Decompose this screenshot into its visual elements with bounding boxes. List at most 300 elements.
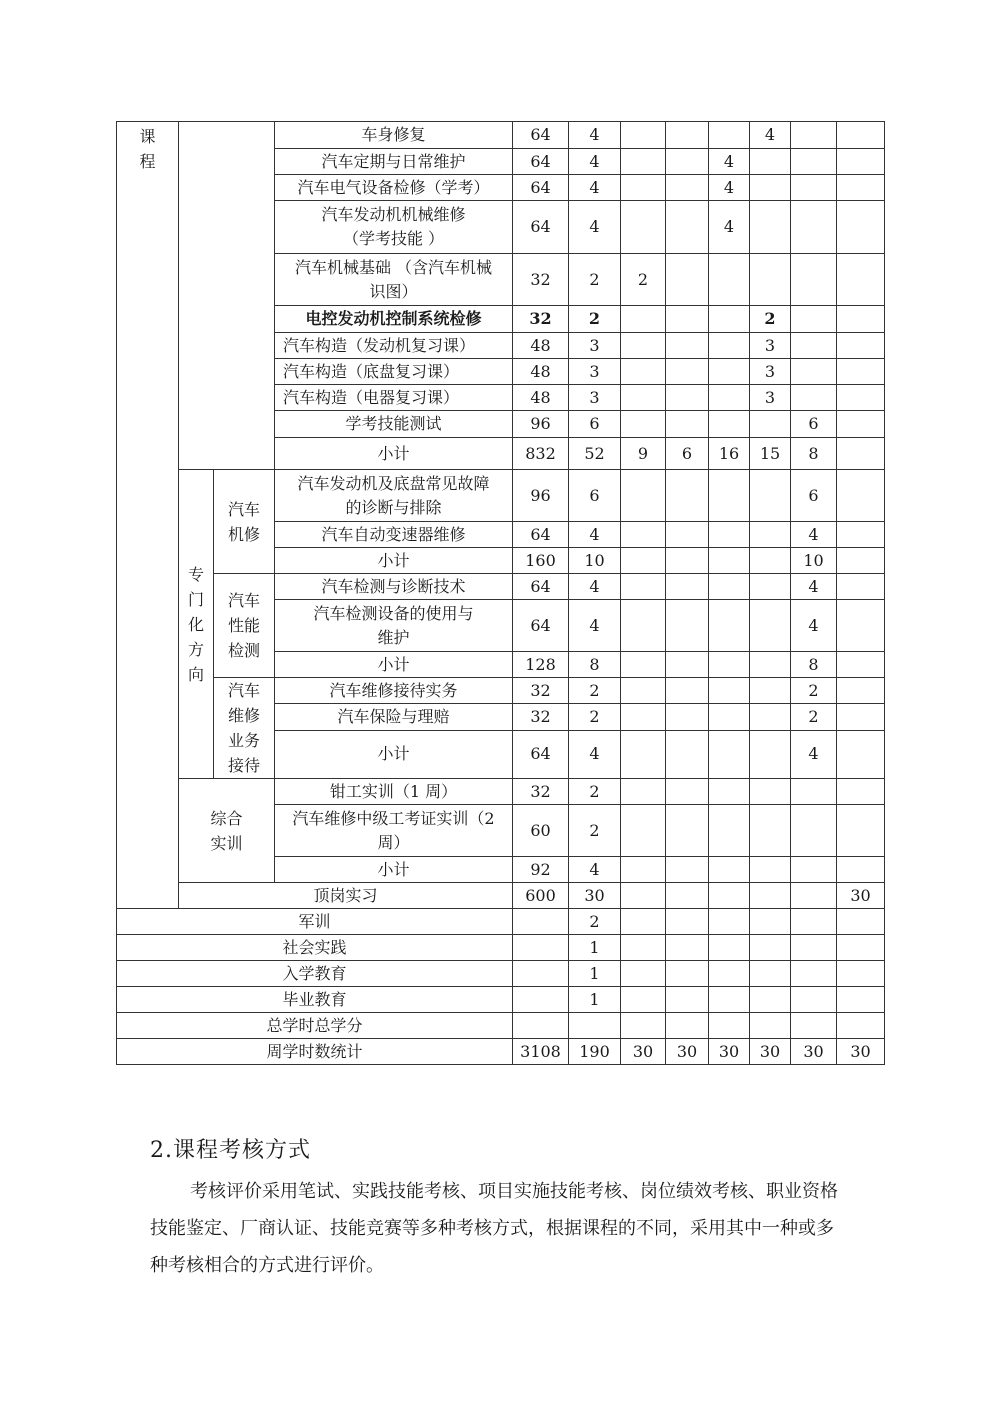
value-cell-t1: [621, 470, 666, 522]
vertical-label-char: 课: [139, 127, 156, 146]
value-cell-t3: [709, 385, 750, 411]
value-cell-t2: [666, 411, 709, 438]
value-cell-t6: [837, 935, 885, 961]
value-cell-hours: 60: [513, 805, 569, 857]
course-name: 钳工实训（1 周）: [329, 781, 458, 801]
course-name-cell: [179, 883, 513, 909]
value-cell-t1: [621, 652, 666, 678]
value-cell-t5: [791, 1013, 837, 1039]
value-cell-t5: [791, 857, 837, 883]
value-cell-t2: [666, 548, 709, 574]
value-cell-t6: 30: [837, 1039, 885, 1065]
value-cell-t5: [791, 779, 837, 805]
value-cell-t4: [750, 149, 791, 175]
value-cell-t3: [709, 678, 750, 704]
value-cell-t5: [791, 175, 837, 201]
value-cell-t6: [837, 438, 885, 470]
course-name-cell: [275, 411, 513, 438]
value-cell-hours: [513, 935, 569, 961]
value-cell-t3: [709, 730, 750, 779]
value-cell-t4: 2: [750, 306, 791, 333]
value-cell-t6: [837, 548, 885, 574]
value-cell-t1: [621, 730, 666, 779]
course-name-line2: 识图）: [369, 281, 418, 301]
value-cell-t4: [750, 201, 791, 254]
value-cell-hours: 96: [513, 470, 569, 522]
value-cell-credits: 2: [569, 254, 621, 306]
value-cell-t4: [750, 987, 791, 1013]
value-cell-t6: [837, 306, 885, 333]
course-name: 顶岗实习: [313, 885, 378, 905]
value-cell-t3: [709, 987, 750, 1013]
course-name: 汽车发动机机械维修: [321, 205, 466, 224]
value-cell-hours: 160: [513, 548, 569, 574]
value-cell-t3: [709, 935, 750, 961]
value-cell-t1: [621, 522, 666, 548]
value-cell-credits: 190: [569, 1039, 621, 1065]
value-cell-t1: [621, 359, 666, 385]
value-cell-t3: 4: [709, 149, 750, 175]
value-cell-t2: [666, 522, 709, 548]
course-name-cell: [275, 470, 513, 522]
course-name: 汽车构造（发动机复习课）: [283, 335, 476, 355]
section-heading: 2.课程考核方式: [150, 1138, 311, 1163]
value-cell-t4: 30: [750, 1039, 791, 1065]
value-cell-hours: 600: [513, 883, 569, 909]
course-name: 汽车发动机及底盘常见故障: [297, 473, 490, 493]
value-cell-credits: 2: [569, 678, 621, 704]
vertical-label-char: 方: [187, 639, 204, 659]
value-cell-t5: [791, 805, 837, 857]
value-cell-hours: [513, 961, 569, 987]
value-cell-hours: 32: [513, 254, 569, 306]
course-name-cell: [275, 333, 513, 359]
value-cell-hours: [513, 909, 569, 935]
table-row: [117, 122, 885, 149]
value-cell-t2: [666, 201, 709, 254]
value-cell-t2: [666, 470, 709, 522]
value-cell-credits: 8: [569, 652, 621, 678]
value-cell-t2: [666, 149, 709, 175]
value-cell-t5: [791, 359, 837, 385]
value-cell-t6: [837, 175, 885, 201]
value-cell-hours: 32: [513, 678, 569, 704]
course-name: 汽车维修中级工考证实训（2: [292, 808, 495, 828]
value-cell-t2: [666, 857, 709, 883]
value-cell-t2: [666, 306, 709, 333]
value-cell-t2: [666, 1013, 709, 1039]
course-name-cell: [117, 961, 513, 987]
value-cell-t5: [791, 909, 837, 935]
value-cell-t4: 3: [750, 385, 791, 411]
course-name: 汽车检测与诊断技术: [321, 576, 466, 596]
value-cell-t2: [666, 961, 709, 987]
course-name-cell: [275, 522, 513, 548]
value-cell-credits: 4: [569, 522, 621, 548]
course-name: 汽车保险与理赔: [337, 706, 450, 726]
value-cell-t2: [666, 678, 709, 704]
value-cell-t6: [837, 333, 885, 359]
value-cell-t4: [750, 730, 791, 779]
value-cell-t1: [621, 411, 666, 438]
course-name: 军训: [298, 911, 331, 931]
value-cell-t4: [750, 522, 791, 548]
vertical-label-char: 维修: [227, 706, 260, 725]
course-name: 社会实践: [282, 937, 347, 957]
table-row: [117, 779, 885, 805]
value-cell-t2: [666, 122, 709, 149]
course-name: 小计: [377, 744, 410, 764]
vertical-label-char: 机修: [227, 524, 260, 544]
course-name: 汽车检测设备的使用与: [313, 603, 474, 623]
course-name: 汽车定期与日常维护: [321, 151, 466, 171]
value-cell-t4: [750, 470, 791, 522]
course-name-cell: [275, 122, 513, 149]
value-cell-t6: [837, 522, 885, 548]
value-cell-t1: 2: [621, 254, 666, 306]
assessment-paragraph: 考核评价采用笔试、实践技能考核、项目实施技能考核、岗位绩效考核、职业资格技能鉴定、厂商认证、技能竞赛等多种考核方式，根据课程的不同，采用其中一种或多种考核相合的方式进行评价。: [150, 1181, 838, 1276]
group-label-cell: [214, 470, 275, 574]
value-cell-t3: [709, 306, 750, 333]
value-cell-t4: [750, 857, 791, 883]
course-name: 小计: [377, 859, 410, 879]
value-cell-t1: [621, 175, 666, 201]
value-cell-hours: 64: [513, 175, 569, 201]
table-row: [117, 574, 885, 600]
value-cell-credits: 52: [569, 438, 621, 470]
value-cell-t2: [666, 883, 709, 909]
value-cell-hours: 92: [513, 857, 569, 883]
course-name-line2: （学考技能 ）: [342, 229, 445, 248]
course-name: 汽车机械基础 （含汽车机械: [294, 257, 493, 277]
value-cell-credits: 4: [569, 857, 621, 883]
value-cell-t6: [837, 411, 885, 438]
value-cell-credits: 6: [569, 411, 621, 438]
value-cell-t2: [666, 254, 709, 306]
value-cell-t3: [709, 857, 750, 883]
value-cell-credits: 2: [569, 306, 621, 333]
vertical-label-char: 化: [187, 614, 204, 634]
value-cell-t1: [621, 961, 666, 987]
value-cell-t3: [709, 574, 750, 600]
value-cell-t1: [621, 574, 666, 600]
value-cell-t3: [709, 779, 750, 805]
course-name: 毕业教育: [282, 989, 347, 1009]
value-cell-t4: 3: [750, 333, 791, 359]
value-cell-credits: 1: [569, 935, 621, 961]
value-cell-t1: [621, 306, 666, 333]
value-cell-t3: [709, 704, 750, 730]
value-cell-t5: 4: [791, 574, 837, 600]
value-cell-credits: 1: [569, 961, 621, 987]
value-cell-hours: 832: [513, 438, 569, 470]
course-name: 小计: [377, 654, 410, 674]
value-cell-t3: [709, 805, 750, 857]
value-cell-t3: [709, 961, 750, 987]
table-row: [117, 1013, 885, 1039]
value-cell-t1: [621, 704, 666, 730]
value-cell-credits: 2: [569, 909, 621, 935]
value-cell-hours: 64: [513, 730, 569, 779]
value-cell-t6: [837, 730, 885, 779]
value-cell-t3: 4: [709, 175, 750, 201]
value-cell-t3: 16: [709, 438, 750, 470]
value-cell-hours: 32: [513, 306, 569, 333]
course-name-cell: [275, 201, 513, 254]
table-row: [117, 1039, 885, 1065]
value-cell-t6: [837, 678, 885, 704]
value-cell-t1: [621, 779, 666, 805]
value-cell-t5: [791, 935, 837, 961]
course-name-cell: [275, 805, 513, 857]
value-cell-credits: 30: [569, 883, 621, 909]
value-cell-t1: 9: [621, 438, 666, 470]
course-name-cell: [117, 909, 513, 935]
value-cell-t3: [709, 254, 750, 306]
vertical-label-char: 汽车: [227, 499, 260, 519]
value-cell-t4: 15: [750, 438, 791, 470]
value-cell-t5: 2: [791, 678, 837, 704]
value-cell-credits: 6: [569, 470, 621, 522]
course-name-line2: 的诊断与排除: [345, 497, 442, 517]
vertical-label-char: 门: [187, 589, 204, 609]
value-cell-t6: [837, 909, 885, 935]
value-cell-t4: [750, 175, 791, 201]
value-cell-t4: [750, 935, 791, 961]
value-cell-t5: [791, 987, 837, 1013]
value-cell-t5: 10: [791, 548, 837, 574]
value-cell-t3: [709, 883, 750, 909]
course-name-cell: [275, 149, 513, 175]
value-cell-t3: [709, 359, 750, 385]
vertical-label-char: 检测: [227, 641, 260, 660]
value-cell-t6: 30: [837, 883, 885, 909]
value-cell-credits: 3: [569, 333, 621, 359]
value-cell-t1: [621, 857, 666, 883]
value-cell-t4: 4: [750, 122, 791, 149]
value-cell-t6: [837, 779, 885, 805]
course-name-cell: [275, 254, 513, 306]
value-cell-t1: [621, 805, 666, 857]
value-cell-t4: [750, 548, 791, 574]
vertical-label-char: 汽车: [227, 681, 260, 700]
value-cell-hours: 64: [513, 574, 569, 600]
value-cell-t2: [666, 175, 709, 201]
section-label-cell: [117, 122, 179, 909]
value-cell-t2: [666, 805, 709, 857]
value-cell-t6: [837, 470, 885, 522]
value-cell-credits: 4: [569, 574, 621, 600]
value-cell-hours: 64: [513, 149, 569, 175]
course-name-cell: [117, 987, 513, 1013]
value-cell-t3: [709, 1013, 750, 1039]
value-cell-t4: [750, 652, 791, 678]
value-cell-t4: [750, 883, 791, 909]
value-cell-t2: [666, 935, 709, 961]
course-name: 汽车电气设备检修（学考）: [297, 177, 490, 197]
value-cell-t6: [837, 805, 885, 857]
course-name-cell: [275, 175, 513, 201]
vertical-label-char: 向: [187, 664, 204, 684]
course-name-cell: [275, 652, 513, 678]
value-cell-t3: [709, 411, 750, 438]
value-cell-credits: 4: [569, 730, 621, 779]
value-cell-t3: 4: [709, 201, 750, 254]
value-cell-hours: 48: [513, 359, 569, 385]
curriculum-table: [116, 121, 885, 1065]
value-cell-t5: [791, 122, 837, 149]
blank-category-cell: [179, 122, 275, 470]
value-cell-hours: 64: [513, 122, 569, 149]
value-cell-t1: [621, 987, 666, 1013]
value-cell-t6: [837, 1013, 885, 1039]
value-cell-t5: 2: [791, 704, 837, 730]
course-name: 汽车构造（电器复习课）: [283, 387, 460, 407]
value-cell-t4: [750, 600, 791, 652]
course-name: 小计: [377, 443, 410, 463]
course-name-cell: [275, 306, 513, 333]
value-cell-t1: 30: [621, 1039, 666, 1065]
value-cell-credits: 3: [569, 359, 621, 385]
vertical-label-char: 业务: [227, 731, 260, 750]
value-cell-t1: [621, 883, 666, 909]
value-cell-hours: [513, 987, 569, 1013]
course-name: 汽车构造（底盘复习课）: [283, 361, 460, 381]
course-name-cell: [275, 704, 513, 730]
value-cell-t4: [750, 961, 791, 987]
table-row: [117, 935, 885, 961]
value-cell-t3: 30: [709, 1039, 750, 1065]
value-cell-hours: 128: [513, 652, 569, 678]
value-cell-t5: [791, 961, 837, 987]
value-cell-t2: [666, 359, 709, 385]
course-name-cell: [275, 438, 513, 470]
value-cell-t6: [837, 704, 885, 730]
value-cell-t2: [666, 385, 709, 411]
course-name: 周学时数统计: [266, 1041, 363, 1061]
value-cell-t1: [621, 678, 666, 704]
value-cell-t5: [791, 201, 837, 254]
value-cell-t5: [791, 149, 837, 175]
value-cell-t6: [837, 359, 885, 385]
value-cell-t2: [666, 730, 709, 779]
value-cell-credits: 4: [569, 175, 621, 201]
value-cell-t1: [621, 149, 666, 175]
value-cell-t3: [709, 909, 750, 935]
value-cell-t3: [709, 333, 750, 359]
value-cell-hours: 32: [513, 779, 569, 805]
value-cell-t1: [621, 935, 666, 961]
value-cell-t2: [666, 987, 709, 1013]
value-cell-t1: [621, 909, 666, 935]
value-cell-t6: [837, 857, 885, 883]
value-cell-credits: 2: [569, 779, 621, 805]
value-cell-t5: 6: [791, 411, 837, 438]
course-name-cell: [275, 548, 513, 574]
value-cell-t5: [791, 306, 837, 333]
vertical-label-char: 专: [187, 564, 204, 584]
table-row: [117, 678, 885, 704]
value-cell-credits: 1: [569, 987, 621, 1013]
value-cell-t2: 30: [666, 1039, 709, 1065]
value-cell-t4: [750, 254, 791, 306]
table-row: [117, 987, 885, 1013]
value-cell-t4: [750, 574, 791, 600]
value-cell-credits: 2: [569, 805, 621, 857]
value-cell-t3: [709, 600, 750, 652]
value-cell-hours: [513, 1013, 569, 1039]
value-cell-t2: [666, 779, 709, 805]
value-cell-credits: 4: [569, 201, 621, 254]
course-name-cell: [275, 857, 513, 883]
value-cell-t6: [837, 254, 885, 306]
value-cell-t5: [791, 254, 837, 306]
value-cell-t5: 8: [791, 652, 837, 678]
value-cell-t5: 4: [791, 522, 837, 548]
course-name: 汽车维修接待实务: [329, 680, 458, 700]
course-name-cell: [275, 730, 513, 779]
value-cell-t4: [750, 805, 791, 857]
value-cell-t4: [750, 1013, 791, 1039]
value-cell-t6: [837, 122, 885, 149]
value-cell-t2: 6: [666, 438, 709, 470]
value-cell-t5: 6: [791, 470, 837, 522]
value-cell-credits: 10: [569, 548, 621, 574]
value-cell-t3: [709, 522, 750, 548]
course-name: 学考技能测试: [345, 414, 442, 433]
table-row: [117, 470, 885, 522]
course-name-cell: [275, 359, 513, 385]
value-cell-credits: 4: [569, 122, 621, 149]
value-cell-credits: 4: [569, 149, 621, 175]
vertical-label-char: 综合: [210, 808, 243, 828]
value-cell-t5: 4: [791, 730, 837, 779]
value-cell-t6: [837, 574, 885, 600]
value-cell-hours: 48: [513, 333, 569, 359]
value-cell-t1: [621, 385, 666, 411]
course-name-cell: [275, 779, 513, 805]
value-cell-t6: [837, 987, 885, 1013]
value-cell-t1: [621, 333, 666, 359]
value-cell-t3: [709, 652, 750, 678]
value-cell-hours: 96: [513, 411, 569, 438]
course-name-line2: 周）: [377, 832, 410, 852]
value-cell-hours: 3108: [513, 1039, 569, 1065]
value-cell-t4: [750, 779, 791, 805]
group-label-cell: [214, 574, 275, 678]
vertical-label-char: 实训: [210, 833, 243, 853]
course-name-cell: [275, 385, 513, 411]
value-cell-t1: [621, 1013, 666, 1039]
value-cell-hours: 64: [513, 522, 569, 548]
value-cell-credits: 2: [569, 704, 621, 730]
value-cell-hours: 64: [513, 600, 569, 652]
value-cell-t3: [709, 122, 750, 149]
value-cell-t5: [791, 883, 837, 909]
value-cell-hours: 32: [513, 704, 569, 730]
value-cell-t4: [750, 909, 791, 935]
training-label-cell: [179, 779, 275, 883]
value-cell-t2: [666, 652, 709, 678]
value-cell-t5: 8: [791, 438, 837, 470]
course-name-cell: [117, 1013, 513, 1039]
value-cell-t5: 30: [791, 1039, 837, 1065]
course-name: 小计: [377, 550, 410, 570]
course-name-cell: [117, 935, 513, 961]
value-cell-credits: 3: [569, 385, 621, 411]
value-cell-t5: [791, 333, 837, 359]
vertical-label-char: 接待: [227, 756, 260, 775]
